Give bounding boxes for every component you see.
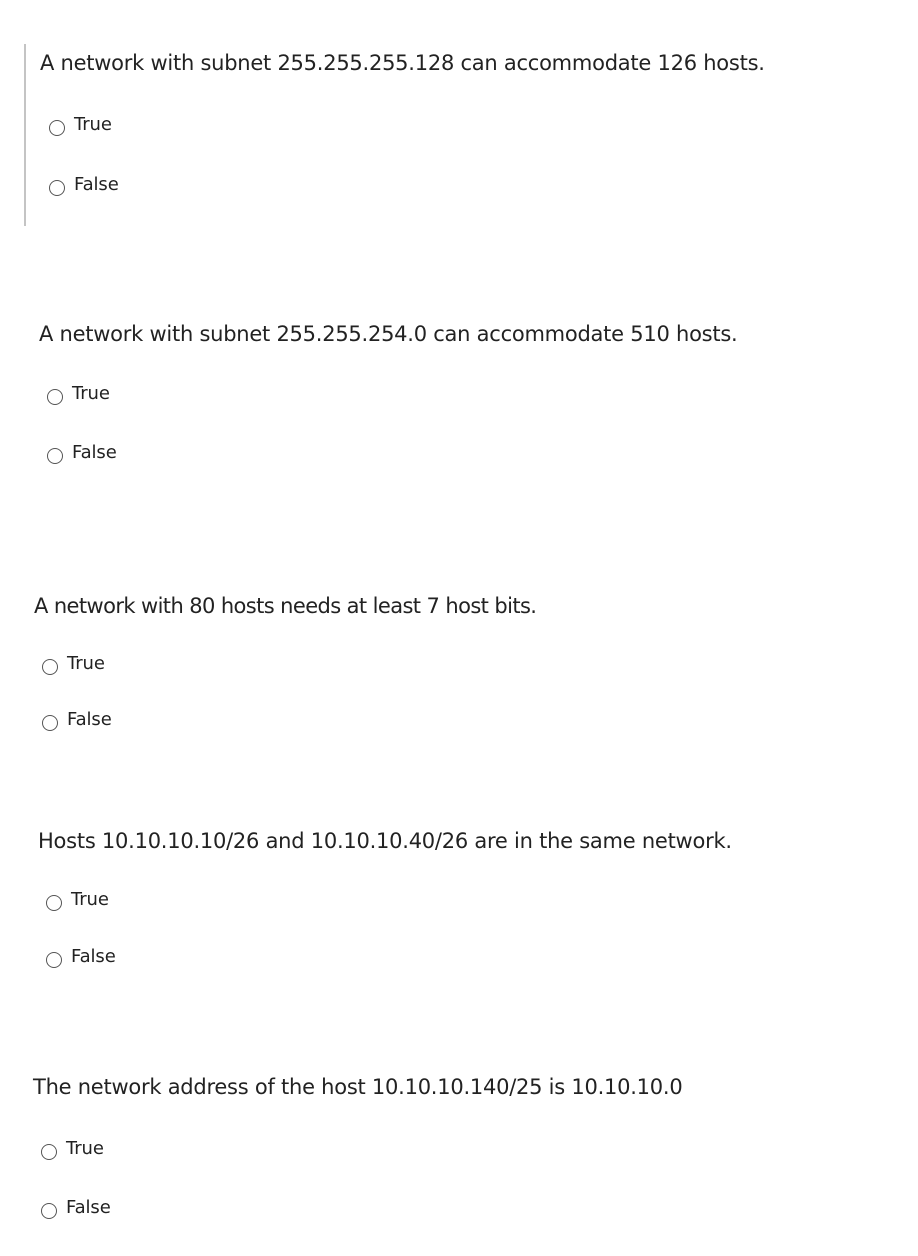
radio-button-icon[interactable] [49,120,65,136]
radio-button-icon[interactable] [47,389,63,405]
radio-button-icon[interactable] [49,180,65,196]
option-true[interactable] [46,888,109,912]
option-true[interactable] [41,1137,104,1161]
option-false[interactable] [49,173,119,197]
option-label: False [66,1197,111,1218]
option-label: False [71,946,116,967]
radio-button-icon[interactable] [41,1144,57,1160]
radio-button-icon[interactable] [46,895,62,911]
question-text: The network address of the host 10.10.10.140/25 is 10.10.10.0 [33,1075,683,1099]
option-label: False [67,709,112,730]
question-text: A network with 80 hosts needs at least 7 host bits. [34,594,537,618]
option-false[interactable] [47,441,117,465]
option-true[interactable] [47,382,110,406]
radio-button-icon[interactable] [41,1203,57,1219]
radio-button-icon[interactable] [47,448,63,464]
option-false[interactable] [46,945,116,969]
option-true[interactable] [42,652,105,676]
active-question-indicator [24,44,26,226]
option-label: True [66,1138,104,1159]
radio-button-icon[interactable] [42,715,58,731]
radio-button-icon[interactable] [42,659,58,675]
option-label: True [72,383,110,404]
option-label: True [74,114,112,135]
option-true[interactable] [49,113,112,137]
option-false[interactable] [41,1196,111,1220]
option-label: False [74,174,119,195]
question-text: A network with subnet 255.255.254.0 can accommodate 510 hosts. [39,322,738,346]
option-false[interactable] [42,708,112,732]
question-text: Hosts 10.10.10.10/26 and 10.10.10.40/26 are in the same network. [38,829,732,853]
question-text: A network with subnet 255.255.255.128 can accommodate 126 hosts. [40,51,765,75]
option-label: True [67,653,105,674]
radio-button-icon[interactable] [46,952,62,968]
option-label: True [71,889,109,910]
option-label: False [72,442,117,463]
